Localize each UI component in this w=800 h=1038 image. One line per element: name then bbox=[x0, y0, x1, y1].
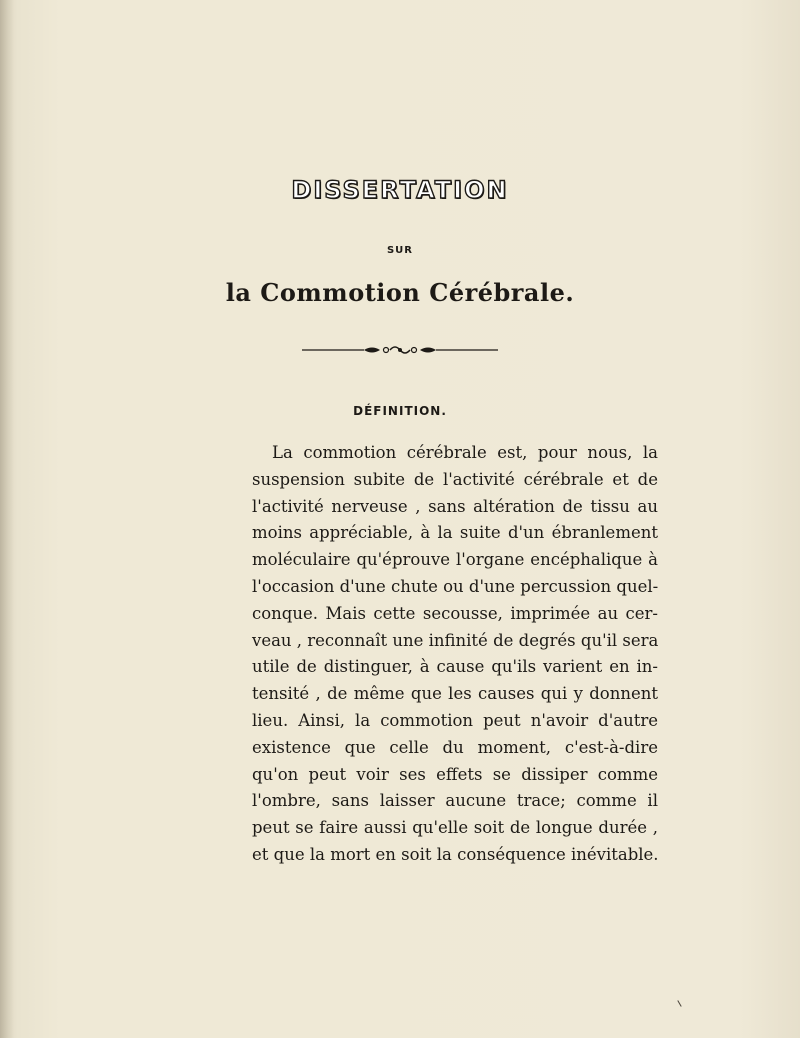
paragraph-line: La commotion cérébrale est, pour nous, la bbox=[272, 443, 658, 462]
paragraph-line: l'ombre, sans laisser aucune trace; comme il bbox=[252, 791, 658, 811]
ornament-divider bbox=[302, 343, 498, 357]
paragraph-line: tensité , de même que les causes qui y donnent bbox=[252, 684, 658, 704]
title-connector: SUR bbox=[386, 245, 414, 256]
paragraph-line: suspension subite de l'activité cérébrale et de bbox=[252, 469, 658, 489]
paragraph-line: l'occasion d'une chute ou d'une percussion quel- bbox=[252, 576, 659, 596]
document-subtitle: la Commotion Cérébrale. bbox=[225, 278, 575, 307]
paragraph-line: et que la mort en soit la conséquence inévitable. bbox=[252, 844, 659, 864]
paragraph-line: moléculaire qu'éprouve l'organe encéphalique à bbox=[252, 550, 658, 570]
paragraph-line: existence que celle du moment, c'est-à-dire bbox=[252, 737, 658, 757]
definition-paragraph bbox=[252, 440, 658, 869]
stray-mark bbox=[677, 1000, 681, 1007]
paragraph-line: veau , reconnaît une infinité de degrés qu'il sera bbox=[252, 630, 659, 650]
paragraph-line: utile de distinguer, à cause qu'ils varient en in- bbox=[252, 657, 658, 677]
paragraph-line: moins appréciable, à la suite d'un ébranlement bbox=[252, 523, 658, 543]
paragraph-line: lieu. Ainsi, la commotion peut n'avoir d'autre bbox=[252, 710, 658, 730]
binding-edge bbox=[0, 0, 14, 1038]
paragraph-line: conque. Mais cette secousse, imprimée au cer- bbox=[252, 603, 658, 623]
section-heading: DÉFINITION. bbox=[353, 404, 447, 418]
paragraph-line: l'activité nerveuse , sans altération de tissu au bbox=[252, 496, 658, 516]
paragraph-line: peut se faire aussi qu'elle soit de longue durée , bbox=[252, 818, 658, 838]
paragraph-line: qu'on peut voir ses effets se dissiper comme bbox=[252, 764, 658, 784]
document-title: DISSERTATION bbox=[291, 176, 509, 204]
